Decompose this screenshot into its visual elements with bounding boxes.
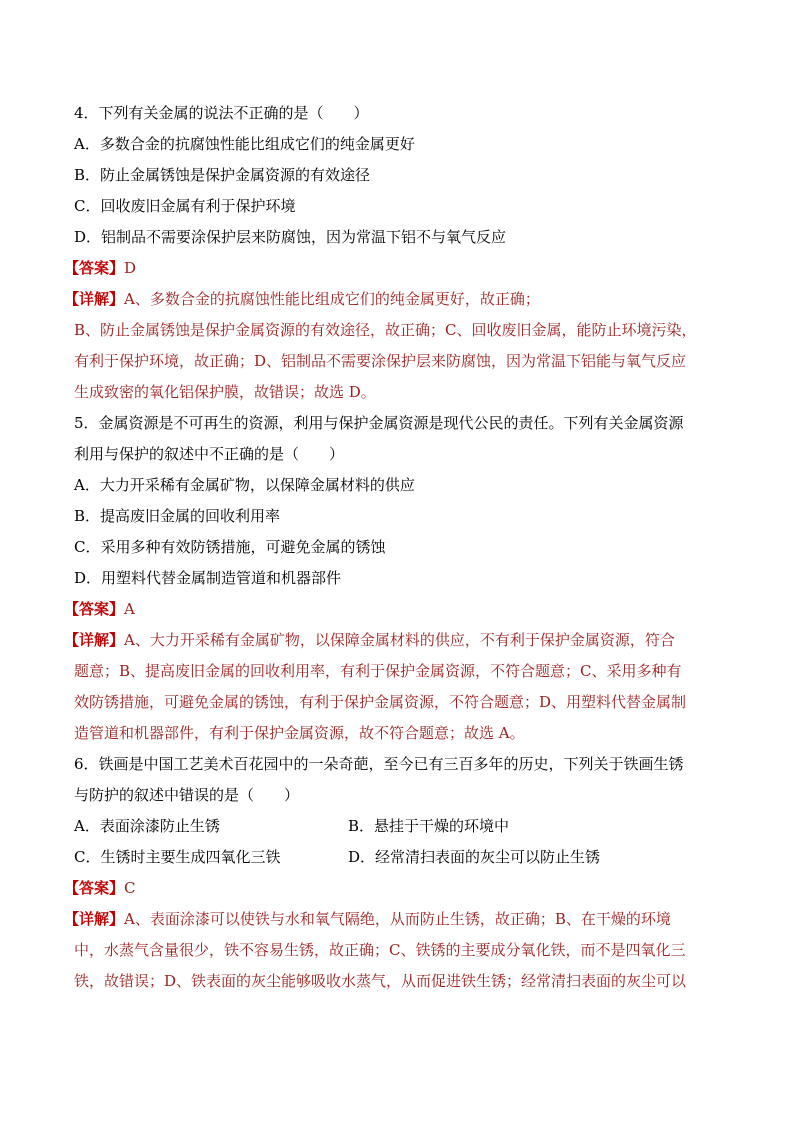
q4-detail-line-3: 有利于保护环境，故正确；D、铝制品不需要涂保护层来防腐蚀，因为常温下铝能与氧气反应: [74, 352, 687, 370]
q5-detail-line-3: 效防锈措施，可避免金属的锈蚀，有利于保护金属资源，不符合题意；D、用塑料代替金属制: [74, 693, 687, 711]
q4-detail-line-1: [64, 284, 734, 315]
q4-option-a: A．多数合金的抗腐蚀性能比组成它们的纯金属更好: [74, 135, 415, 153]
page-content: [64, 98, 734, 997]
detail-label: 【详解】: [64, 290, 125, 308]
q6-detail-line-3: 铁，故错误；D、铁表面的灰尘能够吸收水蒸气，从而促进铁生锈；经常清扫表面的灰尘可以: [74, 972, 687, 990]
q4-answer: [64, 253, 734, 284]
q5-detail-line-2: 题意；B、提高废旧金属的回收利用率，有利于保护金属资源，不符合题意；C、采用多种有: [74, 662, 682, 680]
q4-option-c: C．回收废旧金属有利于保护环境: [74, 197, 296, 215]
answer-label: 【答案】: [64, 259, 125, 277]
q6-answer: [64, 873, 734, 904]
q6-option-b: B．悬挂于干燥的环境中: [348, 817, 510, 835]
q5-stem-line-1: 5．金属资源是不可再生的资源，利用与保护金属资源是现代公民的责任。下列有关金属资源: [74, 414, 684, 432]
q6-detail-line-2: 中，水蒸气含量很少，铁不容易生锈，故正确；C、铁锈的主要成分氧化铁，而不是四氧化三: [74, 941, 686, 959]
q6-detail-line-1: [64, 904, 734, 935]
q4-option-b: B．防止金属锈蚀是保护金属资源的有效途径: [74, 166, 371, 184]
q5-detail-line-4: 造管道和机器部件，有利于保护金属资源，故不符合题意；故选 A。: [74, 724, 525, 742]
q4-option-d: D．铝制品不需要涂保护层来防腐蚀，因为常温下铝不与氧气反应: [74, 228, 507, 246]
q6-option-c: C．生锈时主要生成四氧化三铁: [74, 848, 281, 866]
answer-label: 【答案】: [64, 600, 125, 618]
q5-option-a: A．大力开采稀有金属矿物，以保障金属材料的供应: [74, 476, 415, 494]
detail-text: A、大力开采稀有金属矿物，以保障金属材料的供应，不有利于保护金属资源，符合: [124, 631, 675, 649]
q5-stem-line-2: 利用与保护的叙述中不正确的是（ ）: [74, 445, 345, 463]
answer-value: D: [124, 259, 137, 277]
q5-option-b: B．提高废旧金属的回收利用率: [74, 507, 281, 525]
q6-option-a: A．表面涂漆防止生锈: [74, 817, 220, 835]
q6-stem-line-1: 6．铁画是中国工艺美术百花园中的一朵奇葩，至今已有三百多年的历史，下列关于铁画生锈: [74, 755, 684, 773]
q4-stem: 4．下列有关金属的说法不正确的是（ ）: [74, 104, 369, 122]
q4-detail-line-2: B、防止金属锈蚀是保护金属资源的有效途径，故正确；C、回收废旧金属，能防止环境污染，: [74, 321, 697, 339]
detail-text: A、多数合金的抗腐蚀性能比组成它们的纯金属更好，故正确；: [124, 290, 540, 308]
detail-text: A、表面涂漆可以使铁与水和氧气隔绝，从而防止生锈，故正确；B、在干燥的环境: [124, 910, 671, 928]
q5-answer: [64, 594, 734, 625]
q6-option-d: D．经常清扫表面的灰尘可以防止生锈: [348, 848, 601, 866]
answer-label: 【答案】: [64, 879, 125, 897]
q6-options-row-2: [74, 842, 734, 873]
answer-value: A: [124, 600, 135, 618]
q5-option-c: C．采用多种有效防锈措施，可避免金属的锈蚀: [74, 538, 386, 556]
q4-detail-line-4: 生成致密的氧化铝保护膜，故错误；故选 D。: [74, 383, 376, 401]
q6-stem-line-2: 与防护的叙述中错误的是（ ）: [74, 786, 300, 804]
detail-label: 【详解】: [64, 631, 125, 649]
answer-value: C: [124, 879, 136, 897]
q6-options-row-1: [74, 811, 734, 842]
q5-detail-line-1: [64, 625, 734, 656]
detail-label: 【详解】: [64, 910, 125, 928]
q5-option-d: D．用塑料代替金属制造管道和机器部件: [74, 569, 342, 587]
